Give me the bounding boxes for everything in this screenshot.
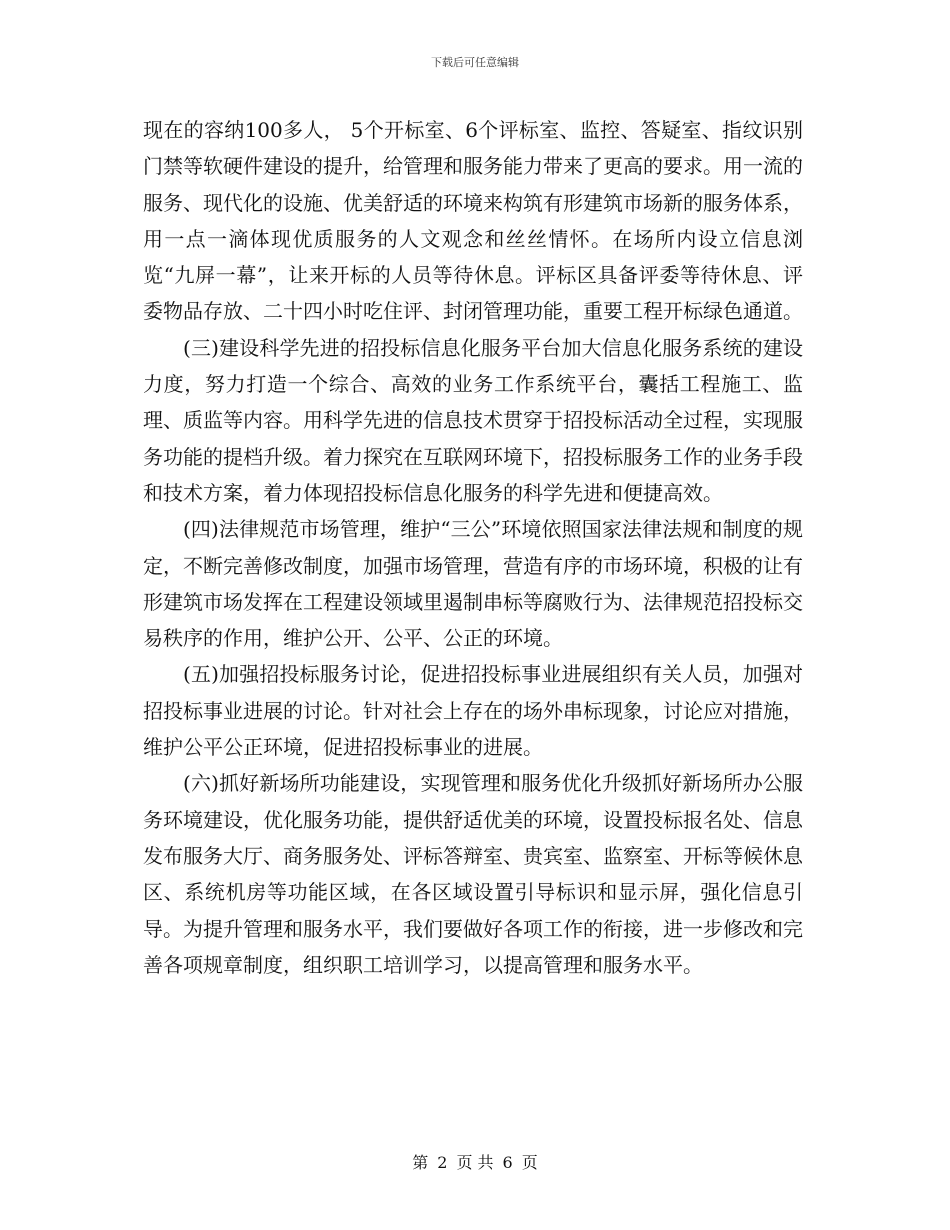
- footer-suffix: 页: [521, 1153, 538, 1172]
- page-footer: [0, 1150, 950, 1173]
- paragraph-section-5: (五)加强招投标服务讨论，促进招投标事业进展组织有关人员，加强对招投标事业进展的讨论。针对社会上存在的场外串标现象，讨论应对措施，维护公平公正环境，促进招投标事业的进展。: [143, 662, 803, 760]
- footer-total-pages: 6: [502, 1153, 513, 1172]
- paragraph-section-3: (三)建设科学先进的招投标信息化服务平台加大信息化服务系统的建设力度，努力打造一个综合、高效的业务工作系统平台，囊括工程施工、监理、质监等内容。用科学先进的信息技术贯穿于招投标活动全过程，实现服务功能的提档升级。着力探究在互联网环境下，招投标服务工作的业务手段和技术方案，着力体现招投标信息化服务的科学先进和便捷高效。: [143, 335, 803, 505]
- page-header: 下载后可任意编辑: [431, 56, 519, 69]
- paragraph-section-6: (六)抓好新场所功能建设，实现管理和服务优化升级抓好新场所办公服务环境建设，优化服务功能，提供舒适优美的环境，设置投标报名处、信息发布服务大厅、商务服务处、评标答辩室、贵宾室、监察室、开标等候休息区、系统机房等功能区域，在各区域设置引导标识和显示屏，强化信息引导。为提升管理和服务水平，我们要做好各项工作的衔接，进一步修改和完善各项规章制度，组织职工培训学习，以提高管理和服务水平。: [143, 771, 803, 977]
- paragraph-section-4: (四)法律规范市场管理，维护“三公”环境依照国家法律法规和制度的规定，不断完善修改制度，加强市场管理，营造有序的市场环境，积极的让有形建筑市场发挥在工程建设领域里遏制串标等腐败行为、法律规范招投标交易秩序的作用，维护公开、公平、公正的环境。: [143, 517, 803, 651]
- paragraph-continuation: 现在的容纳100多人， 5个开标室、6个评标室、监控、答疑室、指纹识别门禁等软硬件建设的提升，给管理和服务能力带来了更高的要求。用一流的服务、现代化的设施、优美舒适的环境来构筑有形建筑市场新的服务体系，用一点一滴体现优质服务的人文观念和丝丝情怀。在场所内设立信息浏览“九屏一幕”，让来开标的人员等待休息。评标区具备评委等待休息、评委物品存放、二十四小时吃住评、封闭管理功能，重要工程开标绿色通道。: [143, 118, 803, 324]
- footer-prefix: 第: [412, 1153, 429, 1172]
- document-body: [143, 112, 803, 983]
- footer-middle: 页 共: [456, 1153, 494, 1172]
- footer-page-number: 2: [437, 1153, 448, 1172]
